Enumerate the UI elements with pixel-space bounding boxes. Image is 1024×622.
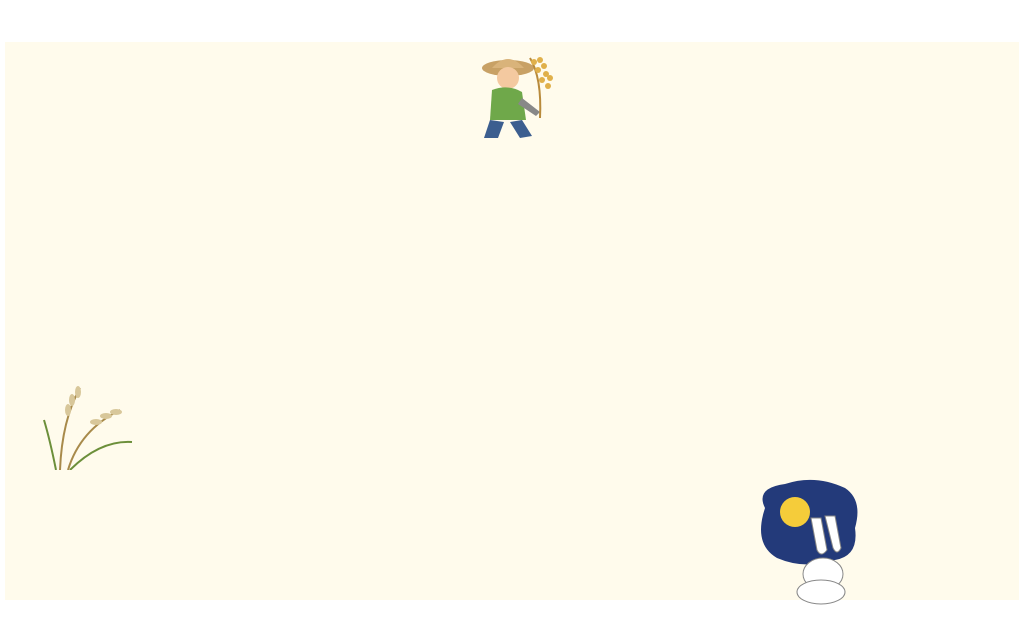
farmer-harvest-illustration <box>470 48 570 143</box>
moon-rabbit-illustration <box>755 478 865 608</box>
calendar-header <box>0 0 1024 26</box>
susuki-grass-illustration <box>40 380 140 470</box>
bottom-color-band <box>5 600 1019 606</box>
